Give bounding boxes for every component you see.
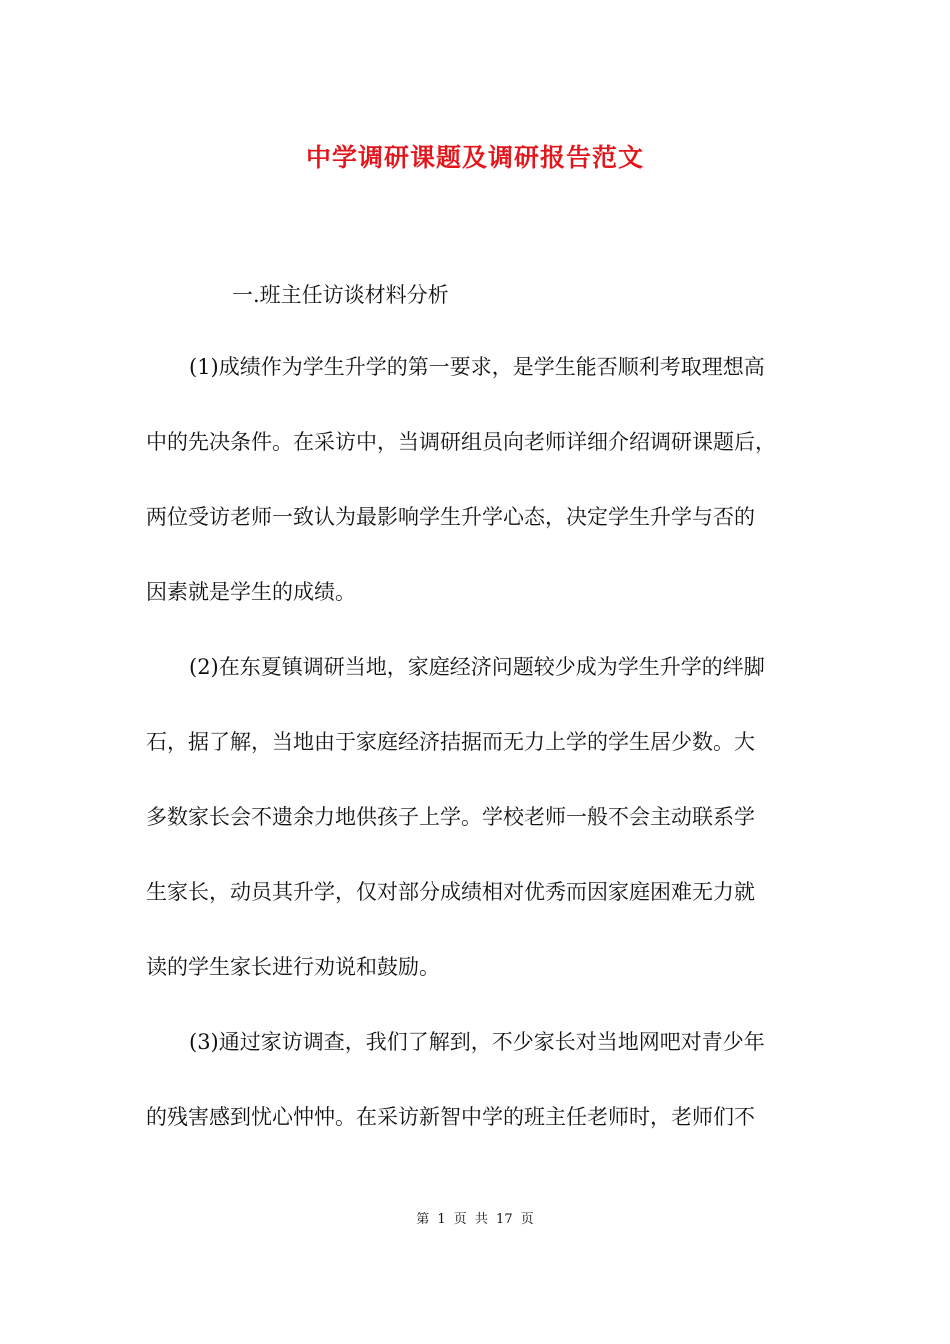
paragraph-line: 多数家长会不遗余力地供孩子上学。学校老师一般不会主动联系学 xyxy=(146,805,755,829)
section-heading: 一.班主任访谈材料分析 xyxy=(232,283,449,307)
paragraph-line: 的残害感到忧心忡忡。在采访新智中学的班主任老师时，老师们不 xyxy=(146,1105,755,1129)
paragraph-line: 生家长，动员其升学，仅对部分成绩相对优秀而因家庭困难无力就 xyxy=(146,880,755,904)
paragraph-line: (2)在东夏镇调研当地，家庭经济问题较少成为学生升学的绊脚 xyxy=(189,655,765,679)
paragraph-line: 石，据了解，当地由于家庭经济拮据而无力上学的学生居少数。大 xyxy=(146,730,755,754)
paragraph-line: (1)成绩作为学生升学的第一要求，是学生能否顺利考取理想高 xyxy=(189,355,765,379)
paragraph-line: 两位受访老师一致认为最影响学生升学心态，决定学生升学与否的 xyxy=(146,505,755,529)
paragraph-line: 因素就是学生的成绩。 xyxy=(146,580,356,604)
paragraph-line: 中的先决条件。在采访中，当调研组员向老师详细介绍调研课题后， xyxy=(146,430,776,454)
document-title: 中学调研课题及调研报告范文 xyxy=(305,143,644,172)
paragraph-line: (3)通过家访调查，我们了解到，不少家长对当地网吧对青少年 xyxy=(189,1030,765,1054)
paragraph-line: 读的学生家长进行劝说和鼓励。 xyxy=(146,955,440,979)
page-footer: 第 1 页 共 17 页 xyxy=(416,1212,534,1227)
